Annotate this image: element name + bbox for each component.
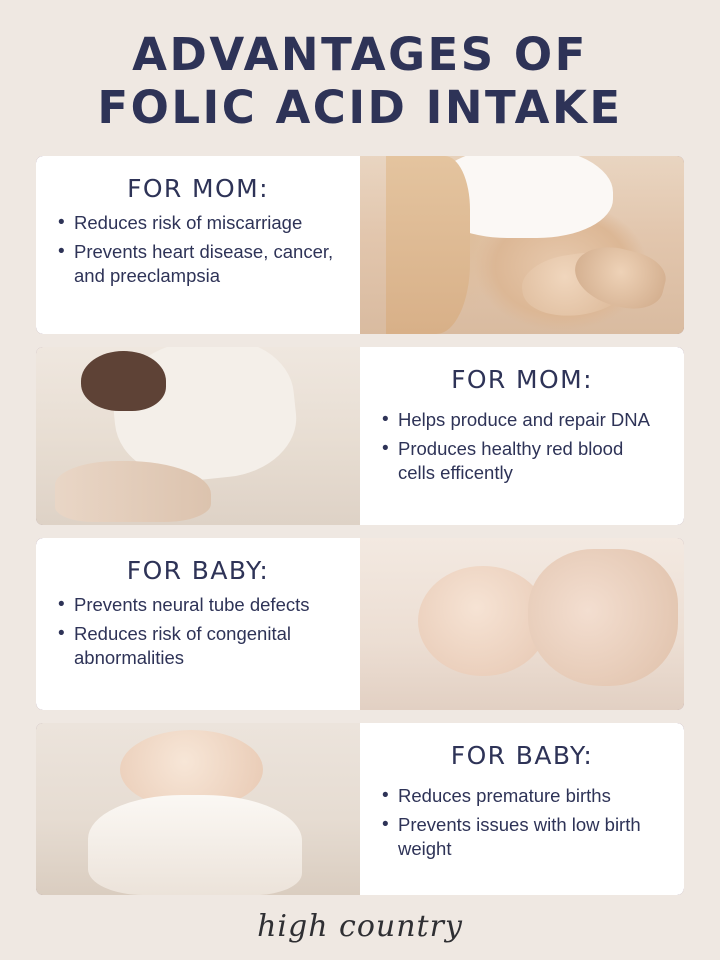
list-item: • Reduces risk of congenital abnormalities [56,622,340,671]
pregnant-belly-hands-photo [360,156,684,334]
list-item: • Prevents heart disease, cancer, and preeclampsia [56,240,340,289]
list-item: • Reduces premature births [380,784,664,808]
section-heading: FOR BABY: [126,556,270,586]
brand-logo: high country [257,909,463,945]
page-title [36,28,684,134]
newborn-baby-photo [360,538,684,710]
section-heading: FOR MOM: [127,174,269,204]
section-row [36,538,684,710]
list-item: • Helps produce and repair DNA [380,408,664,432]
title-line-1: ADVANTAGES OF [132,28,588,81]
section-text-panel [360,723,684,895]
section-text-panel [360,347,684,525]
section-bullets [380,784,664,865]
list-item: • Produces healthy red blood cells efficently [380,437,664,486]
seated-pregnant-woman-photo [36,347,360,525]
section-row [36,156,684,334]
section-row [36,347,684,525]
section-row [36,723,684,895]
section-bullets [56,593,340,674]
list-item: • Reduces risk of miscarriage [56,211,340,235]
section-heading: FOR BABY: [450,741,594,771]
leg-shape [55,461,211,522]
section-list [36,156,684,895]
list-item: • Prevents issues with low birth weight [380,813,664,862]
pacifier-shape [622,610,674,655]
list-item: • Prevents neural tube defects [56,593,340,617]
section-heading: FOR MOM: [451,365,593,395]
section-bullets [380,408,664,489]
title-line-2: FOLIC ACID INTAKE [97,81,623,135]
section-bullets [56,211,340,292]
footer [36,909,684,944]
section-text-panel [36,156,360,334]
section-text-panel [36,538,360,710]
sitting-baby-photo [36,723,360,895]
